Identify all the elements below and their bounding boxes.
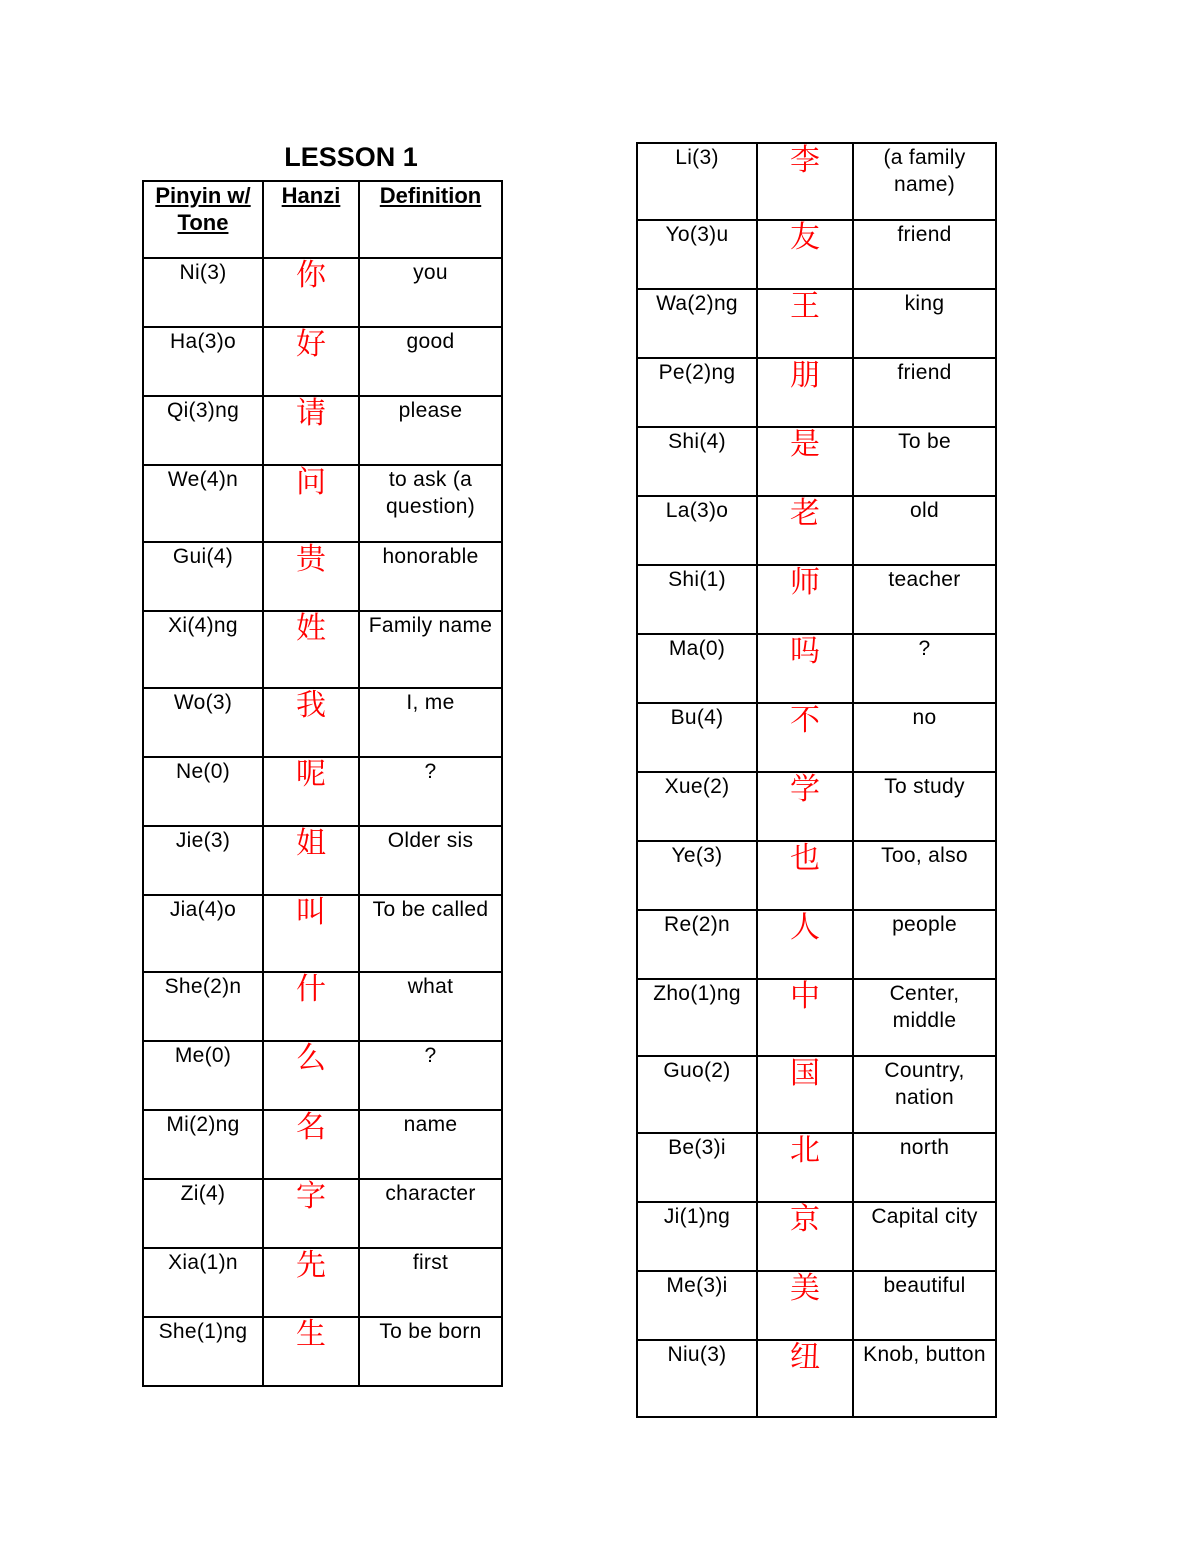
hanzi-cell [263,542,359,611]
vocab-row [143,542,502,611]
pinyin-cell-text: Xia(1)n [168,1251,238,1274]
pinyin-cell [637,703,757,772]
definition-cell-text: Too, also [881,844,968,867]
pinyin-cell-text: Guo(2) [663,1059,731,1082]
pinyin-cell-text: Gui(4) [172,545,234,568]
pinyin-cell [143,1317,263,1386]
hanzi-header: Hanzi [263,181,359,258]
definition-cell-text: to ask (a question) [385,468,476,518]
pinyin-cell-text: Re(2)n [664,913,730,936]
definition-cell-text: old [910,499,939,522]
pinyin-cell-text: Ni(3) [179,261,227,284]
pinyin-cell [637,1202,757,1271]
vocab-row [637,841,996,910]
hanzi-cell-text: 姐 [296,826,326,861]
hanzi-cell-text: 北 [790,1133,820,1168]
vocab-row [637,772,996,841]
definition-cell [853,1340,996,1417]
vocab-row [143,1317,502,1386]
vocab-row [637,1202,996,1271]
definition-cell-text: teacher [888,568,961,591]
pinyin-cell-text: Me(0) [174,1044,232,1067]
pinyin-cell-text: Qi(3)ng [166,399,240,422]
definition-cell-text: Family name [368,614,493,637]
hanzi-cell-text: 不 [790,703,820,738]
definition-cell [853,496,996,565]
vocab-row [143,826,502,895]
pinyin-cell-text: Ha(3)o [170,330,236,353]
hanzi-cell [263,895,359,972]
definition-cell [359,327,502,396]
pinyin-cell [143,757,263,826]
pinyin-cell-text: La(3)o [665,499,729,522]
vocab-row [143,757,502,826]
definition-cell [853,565,996,634]
hanzi-cell [757,565,853,634]
pinyin-cell [143,688,263,757]
definition-cell-text: To study [884,775,965,798]
vocab-row [143,1041,502,1110]
definition-cell-text: Center, middle [889,982,960,1032]
pinyin-cell-text: Yo(3)u [665,223,729,246]
vocab-row [143,895,502,972]
pinyin-cell-text: Bu(4) [670,706,724,729]
hanzi-cell [757,910,853,979]
pinyin-cell [143,1179,263,1248]
hanzi-cell-text: 是 [790,427,820,462]
hanzi-cell-text: 你 [296,258,326,293]
definition-cell-text: ? [424,760,437,783]
hanzi-cell [757,1056,853,1133]
hanzi-cell [757,1340,853,1417]
definition-cell [853,1133,996,1202]
hanzi-cell-text: 请 [296,396,326,431]
hanzi-cell [263,1041,359,1110]
vocab-row [637,565,996,634]
vocab-row [637,220,996,289]
hanzi-cell-text: 呢 [296,757,326,792]
pinyin-cell [637,358,757,427]
pinyin-cell-text: Me(3)i [666,1274,728,1297]
pinyin-cell-text: Jia(4)o [169,898,237,921]
vocab-table-right [636,142,997,1418]
hanzi-cell-text: 朋 [790,358,820,393]
hanzi-cell [263,1110,359,1179]
vocab-row [143,1179,502,1248]
hanzi-cell-text: 美 [790,1271,820,1306]
definition-cell [853,289,996,358]
definition-cell-text: I, me [406,691,455,714]
hanzi-cell [263,396,359,465]
pinyin-cell-text: She(2)n [164,975,242,998]
hanzi-cell [757,703,853,772]
definition-cell [359,688,502,757]
hanzi-cell-text: 中 [790,979,820,1014]
pinyin-cell [637,910,757,979]
hanzi-cell-text: 友 [790,220,820,255]
hanzi-cell [263,1179,359,1248]
vocab-row [637,1340,996,1417]
definition-cell-text: what [407,975,454,998]
hanzi-cell [757,220,853,289]
pinyin-cell [637,772,757,841]
hanzi-cell-text: 王 [790,289,820,324]
definition-cell-text: please [398,399,463,422]
pinyin-cell [637,427,757,496]
hanzi-cell [263,972,359,1041]
vocab-table-right-body [637,143,996,1417]
pinyin-cell-text: Zi(4) [180,1182,226,1205]
pinyin-cell-text: Xi(4)ng [168,614,238,637]
pinyin-cell [143,611,263,688]
definition-cell [359,1317,502,1386]
hanzi-cell-text: 学 [790,772,820,807]
pinyin-cell [143,895,263,972]
vocab-row [637,979,996,1056]
pinyin-cell [143,826,263,895]
pinyin-cell [637,841,757,910]
pinyin-cell [143,1248,263,1317]
vocab-row [143,611,502,688]
hanzi-cell-text: 好 [296,327,326,362]
vocab-row [143,258,502,327]
pinyin-cell [143,972,263,1041]
hanzi-cell-text: 问 [296,465,326,500]
definition-cell [853,220,996,289]
definition-cell-text: name [403,1113,458,1136]
hanzi-cell-text: 先 [296,1248,326,1283]
definition-cell-text: friend [897,361,952,384]
definition-cell-text: character [385,1182,476,1205]
definition-cell-text: Capital city [871,1205,978,1228]
hanzi-cell [263,757,359,826]
definition-cell [853,1056,996,1133]
hanzi-cell [757,427,853,496]
hanzi-cell-text: 贵 [296,542,326,577]
definition-cell-text: first [412,1251,449,1274]
pinyin-cell [637,1271,757,1340]
definition-cell-text: ? [424,1044,437,1067]
hanzi-cell-text: 老 [790,496,820,531]
vocab-row [637,1271,996,1340]
pinyin-cell-text: Be(3)i [668,1136,726,1159]
pinyin-cell [143,1110,263,1179]
definition-cell-text: Older sis [387,829,474,852]
pinyin-cell-text: Ne(0) [175,760,230,783]
definition-cell [853,772,996,841]
hanzi-cell [263,826,359,895]
definition-cell-text: To be [898,430,951,453]
definition-cell [359,972,502,1041]
hanzi-cell [757,634,853,703]
hanzi-cell [263,258,359,327]
vocab-row [637,289,996,358]
definition-cell-text: people [892,913,957,936]
hanzi-cell-text: 生 [296,1317,326,1352]
vocab-row [143,1248,502,1317]
definition-header: Definition [359,181,502,258]
vocab-row [637,910,996,979]
definition-cell-text: king [904,292,945,315]
hanzi-cell-text: 人 [790,910,820,945]
pinyin-cell [143,258,263,327]
definition-cell-text: honorable [382,545,479,568]
pinyin-cell [637,1133,757,1202]
definition-cell-text: north [899,1136,950,1159]
hanzi-cell [263,688,359,757]
definition-cell [853,703,996,772]
hanzi-cell-text: 么 [296,1041,326,1076]
pinyin-cell-text: Ji(1)ng [663,1205,731,1228]
definition-cell [359,465,502,542]
pinyin-cell [637,979,757,1056]
vocab-row [637,143,996,220]
definition-cell [853,1271,996,1340]
hanzi-cell [757,496,853,565]
pinyin-cell-text: Xue(2) [664,775,730,798]
vocab-table-left-body [143,258,502,1386]
pinyin-cell-text: Jie(3) [175,829,231,852]
vocab-row [637,634,996,703]
definition-cell [853,979,996,1056]
definition-cell-text: beautiful [883,1274,966,1297]
pinyin-cell-text: Ye(3) [671,844,723,867]
pinyin-cell-text: Li(3) [675,146,719,169]
definition-cell [853,358,996,427]
hanzi-cell-text: 名 [296,1110,326,1145]
pinyin-cell [637,289,757,358]
definition-cell [359,542,502,611]
definition-cell-text: To be called [372,898,489,921]
definition-cell-text: To be born [379,1320,482,1343]
vocab-row [143,465,502,542]
pinyin-header: Pinyin w/ Tone [143,181,263,258]
hanzi-cell [757,358,853,427]
definition-cell-text: no [912,706,937,729]
vocab-row [637,1056,996,1133]
hanzi-cell [757,772,853,841]
definition-cell [359,396,502,465]
definition-cell-text: Country, nation [884,1059,965,1109]
hanzi-cell [757,1202,853,1271]
definition-cell [853,1202,996,1271]
hanzi-cell-text: 我 [296,688,326,723]
hanzi-cell [263,327,359,396]
pinyin-cell [143,396,263,465]
hanzi-cell-text: 纽 [790,1340,820,1375]
pinyin-cell-text: Niu(3) [667,1343,727,1366]
vocab-row [637,496,996,565]
definition-cell-text: (a family name) [883,146,966,196]
vocab-row [637,1133,996,1202]
hanzi-cell-text: 吗 [790,634,820,669]
hanzi-cell-text: 姓 [296,611,326,646]
hanzi-cell [757,289,853,358]
pinyin-cell [637,565,757,634]
definition-cell [853,143,996,220]
definition-cell [853,427,996,496]
pinyin-cell-text: Wo(3) [173,691,233,714]
pinyin-cell-text: We(4)n [167,468,239,491]
definition-cell [359,1179,502,1248]
hanzi-cell [263,611,359,688]
definition-cell [359,1041,502,1110]
vocab-row [143,972,502,1041]
hanzi-cell [757,841,853,910]
vocab-table-left [142,180,503,1387]
definition-cell [359,258,502,327]
hanzi-cell-text: 叫 [296,895,326,930]
pinyin-cell [143,1041,263,1110]
pinyin-cell [143,327,263,396]
vocab-row [637,427,996,496]
definition-cell [359,1110,502,1179]
pinyin-cell [637,1340,757,1417]
definition-cell-text: ? [918,637,931,660]
definition-cell [359,826,502,895]
hanzi-cell [757,1133,853,1202]
hanzi-cell-text: 师 [790,565,820,600]
table-header-row [143,181,502,258]
hanzi-cell [757,143,853,220]
pinyin-cell [143,542,263,611]
hanzi-cell [263,465,359,542]
vocab-row [143,688,502,757]
pinyin-cell [637,634,757,703]
definition-cell [853,634,996,703]
hanzi-cell-text: 字 [296,1179,326,1214]
pinyin-cell-text: Mi(2)ng [166,1113,240,1136]
hanzi-cell [757,1271,853,1340]
hanzi-cell-text: 也 [790,841,820,876]
hanzi-cell [757,979,853,1056]
pinyin-cell [637,220,757,289]
vocab-row [637,358,996,427]
definition-cell-text: friend [897,223,952,246]
hanzi-cell-text: 什 [296,972,326,1007]
definition-cell [359,611,502,688]
pinyin-cell-text: Shi(4) [668,430,726,453]
definition-cell-text: good [406,330,455,353]
hanzi-cell [263,1248,359,1317]
hanzi-cell-text: 李 [790,143,820,178]
pinyin-cell [143,465,263,542]
vocab-row [143,396,502,465]
hanzi-cell-text: 国 [790,1056,820,1091]
definition-cell-text: you [413,261,448,284]
vocab-row [637,703,996,772]
pinyin-cell-text: Pe(2)ng [658,361,736,384]
pinyin-cell [637,496,757,565]
definition-cell [359,895,502,972]
lesson-title: LESSON 1 [284,142,418,172]
pinyin-cell-text: Wa(2)ng [656,292,738,315]
hanzi-cell [263,1317,359,1386]
pinyin-cell-text: Ma(0) [668,637,726,660]
definition-cell [359,1248,502,1317]
pinyin-cell-text: She(1)ng [158,1320,248,1343]
pinyin-cell-text: Zho(1)ng [653,982,741,1005]
hanzi-cell-text: 京 [790,1202,820,1237]
definition-cell-text: Knob, button [863,1343,986,1366]
definition-cell [853,841,996,910]
vocab-row [143,1110,502,1179]
vocab-row [143,327,502,396]
pinyin-cell-text: Shi(1) [668,568,726,591]
pinyin-cell [637,143,757,220]
definition-cell [359,757,502,826]
pinyin-cell [637,1056,757,1133]
definition-cell [853,910,996,979]
